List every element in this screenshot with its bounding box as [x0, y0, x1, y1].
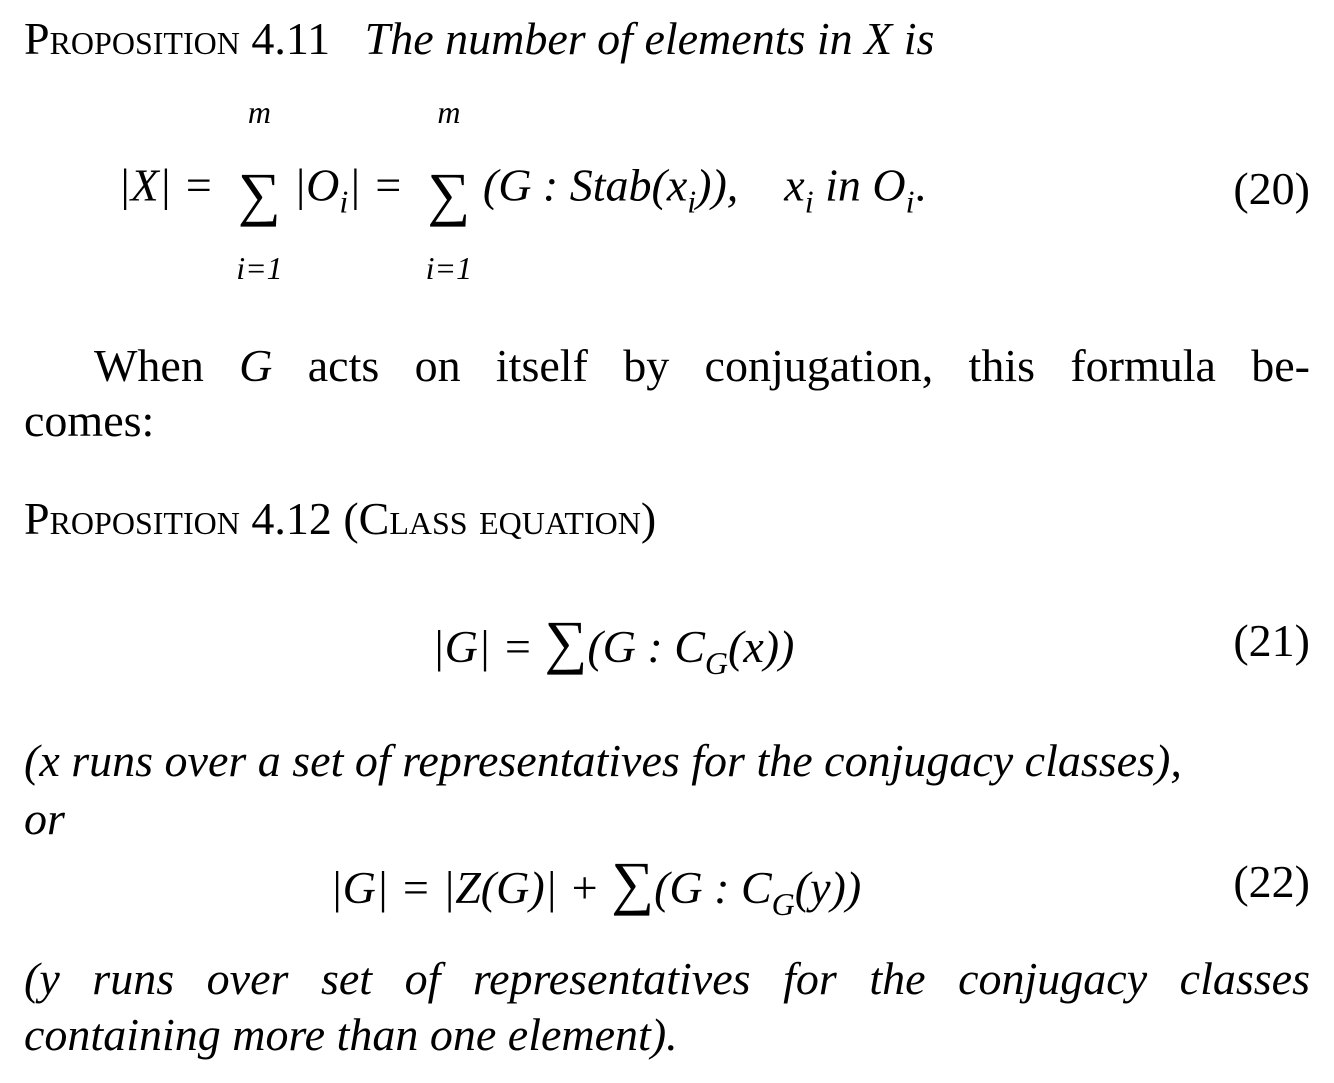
eq20-rhs-sub: i	[687, 183, 697, 220]
sum-lower-limit-2: i=1	[425, 250, 473, 286]
eq20-cond-sub: i	[804, 183, 814, 220]
eq20-orbit: |O	[293, 159, 340, 211]
proposition-title: (Class equation)	[343, 493, 657, 544]
paragraph-representatives: (x runs over a set of representatives for the conjugacy classes),	[24, 735, 1182, 786]
sum-lower-limit: i=1	[236, 250, 283, 286]
eq20-rhs-close: )),	[696, 159, 739, 211]
proposition-label: Proposition 4.11	[24, 13, 331, 64]
sigma-symbol-2: ∑	[427, 161, 471, 227]
eq21-rhs-sub: G	[704, 645, 728, 681]
para1-g: G	[239, 340, 273, 391]
sigma-symbol: ∑	[238, 161, 281, 227]
eq22-rhs-sub: G	[771, 886, 795, 922]
sum-upper-limit-2: m	[437, 94, 461, 130]
eq20-rhs: (G : Stab(x	[482, 159, 688, 211]
sum-operator-2	[415, 94, 483, 286]
paragraph-nontrivial-classes: (y runs over set of representatives for the conjugacy classes	[24, 953, 1310, 1004]
eq20-lhs: |X| =	[118, 159, 226, 211]
eq20-cond-end: .	[914, 159, 926, 211]
equation-22	[330, 850, 862, 922]
proposition-4-12	[24, 493, 657, 544]
eq22-rhs: (G : C	[654, 862, 772, 913]
sigma-symbol-22: ∑	[611, 850, 655, 916]
eq20-cond-sub2: i	[905, 183, 915, 220]
equation-number-22: (22)	[1233, 856, 1310, 907]
sum-upper-limit: m	[247, 94, 271, 130]
eq22-lhs: |G| = |Z(G)| +	[330, 862, 612, 913]
eq21-rhs-close: (x))	[728, 621, 795, 672]
equation-20	[118, 94, 926, 286]
paragraph-or: or	[24, 793, 65, 844]
sum-operator	[225, 94, 293, 286]
proposition-label-2: Proposition 4.12	[24, 493, 332, 544]
sigma-symbol-21: ∑	[544, 609, 588, 675]
eq22-rhs-close: (y))	[794, 862, 862, 913]
paragraph-conjugation-line2: comes:	[24, 395, 155, 446]
paragraph-conjugation	[24, 340, 1310, 391]
para1-text-b: acts on itself by conjugation, this formula be-	[272, 340, 1310, 391]
equation-number-20: (20)	[1233, 163, 1310, 214]
proposition-4-11	[24, 13, 935, 64]
eq20-orbit-sub: i	[339, 183, 349, 220]
eq20-eq: | =	[348, 159, 415, 211]
para1-text-a: When	[94, 340, 240, 391]
equation-number-21: (21)	[1233, 615, 1310, 666]
equation-21	[432, 609, 795, 681]
eq21-lhs: |G| =	[432, 621, 545, 672]
proposition-statement: The number of elements in X is	[364, 13, 935, 64]
eq20-cond-in: in O	[813, 159, 906, 211]
paragraph-nontrivial-classes-line2: containing more than one element).	[24, 1009, 678, 1060]
eq21-rhs: (G : C	[587, 621, 705, 672]
eq20-cond: x	[784, 159, 805, 211]
